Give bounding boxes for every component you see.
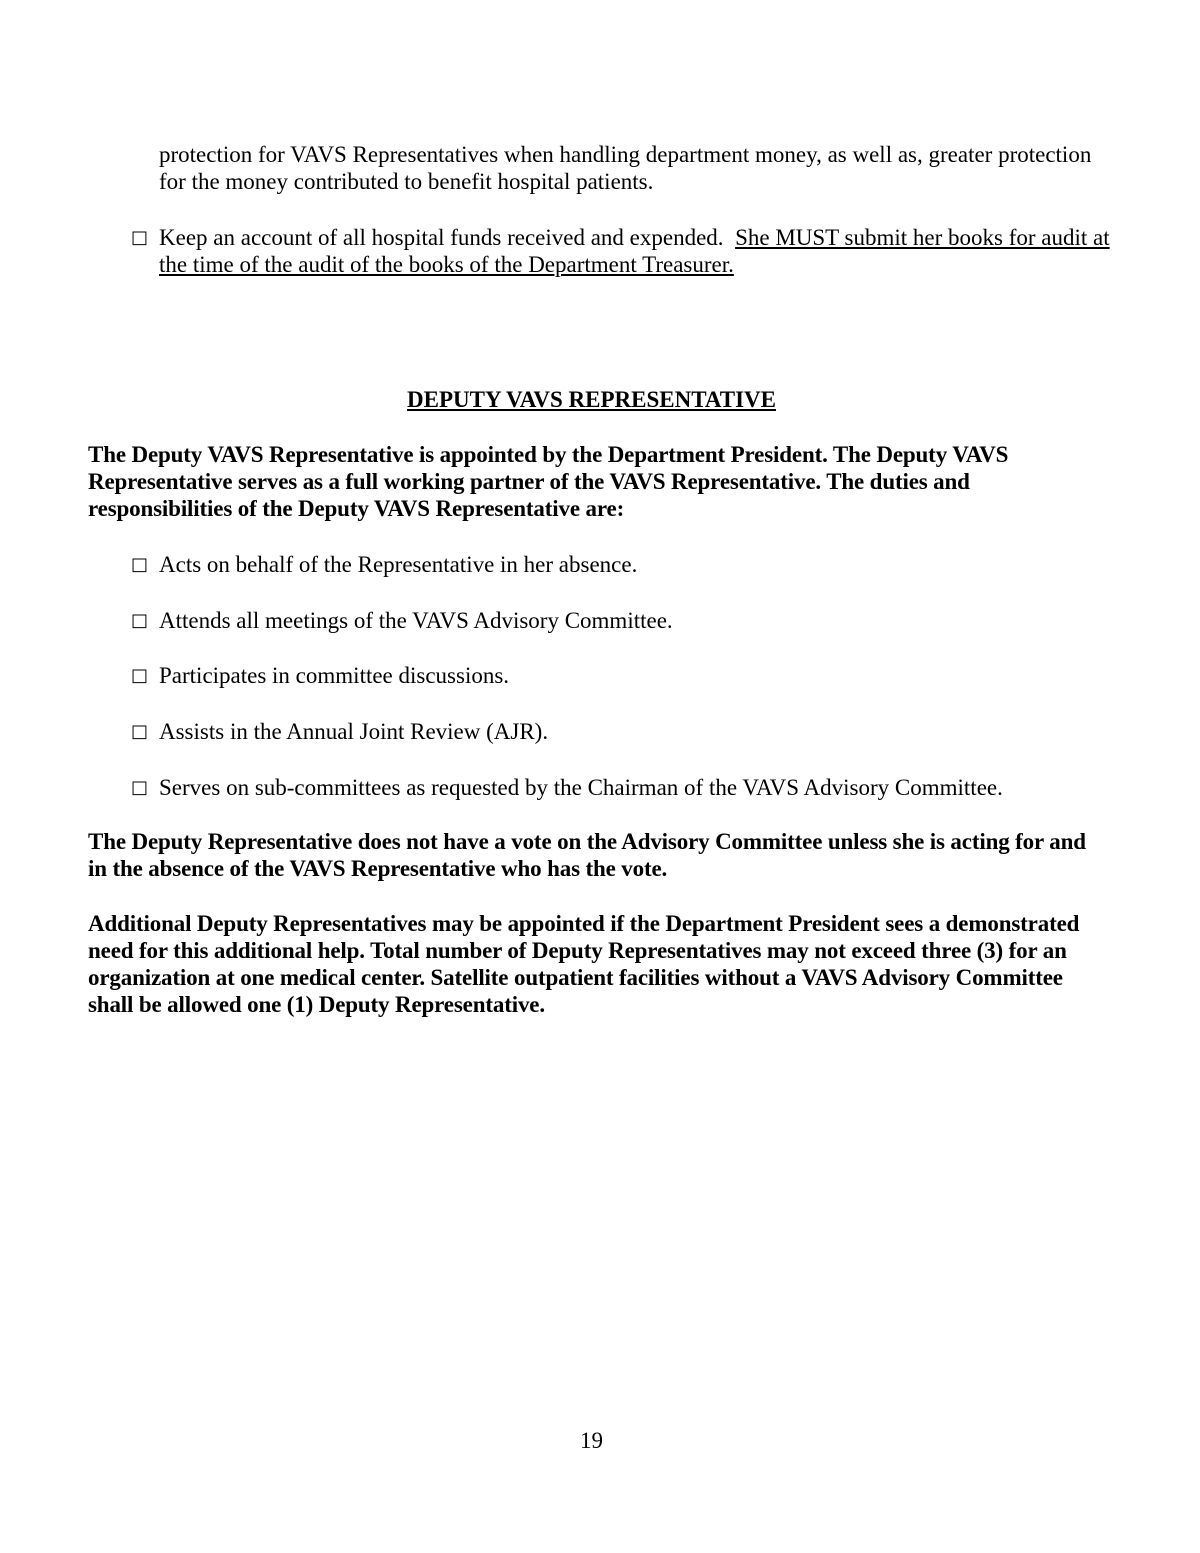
duty-text: Acts on behalf of the Representative in her absence. <box>159 552 638 577</box>
duty-item <box>131 774 1119 801</box>
duty-item <box>131 551 1119 578</box>
intro-paragraph: The Deputy VAVS Representative is appointed by the Department President. The Deputy VAVS Representative serves as a full working partner of the VAVS Representative. The duties and responsibilities of the Deputy VAVS Representative are: <box>88 442 1009 521</box>
checkbox-bullet-icon: □ <box>131 665 149 686</box>
duty-item <box>131 662 1119 689</box>
duty-item <box>131 607 1119 634</box>
checkbox-bullet-icon: □ <box>131 610 149 631</box>
vote-note-paragraph: The Deputy Representative does not have a vote on the Advisory Committee unless she is acting for and in the absence of the VAVS Representative who has the vote. <box>88 829 1086 881</box>
bullet-keep-account-underlined: She MUST submit her books for audit at the time of the audit of the books of the Department Treasurer. <box>159 225 1110 277</box>
bullet-keep-account-text: Keep an account of all hospital funds received and expended. <box>159 225 736 250</box>
continued-paragraph: protection for VAVS Representatives when handling department money, as well as, greater protection for the money contributed to benefit hospital patients. <box>159 142 1092 194</box>
additional-deputies-paragraph: Additional Deputy Representatives may be appointed if the Department President sees a demonstrated need for this additional help. Total number of Deputy Representatives may not exceed three (3) for an organization at one medical center. Satellite outpatient facilities without a VAVS Advisory Committee shall be allowed one (1) Deputy Representative. <box>88 911 1080 1017</box>
duty-text: Attends all meetings of the VAVS Advisory Committee. <box>159 608 673 633</box>
checkbox-bullet-icon: □ <box>131 777 149 798</box>
bullet-keep-account <box>131 224 1119 278</box>
section-heading: DEPUTY VAVS REPRESENTATIVE <box>407 387 776 412</box>
duty-item <box>131 718 1119 745</box>
checkbox-bullet-icon: □ <box>131 227 149 248</box>
duty-text: Assists in the Annual Joint Review (AJR). <box>159 719 549 744</box>
duty-text: Serves on sub-committees as requested by the Chairman of the VAVS Advisory Committee. <box>159 775 1003 800</box>
duty-text: Participates in committee discussions. <box>159 663 510 688</box>
page-number: 19 <box>580 1428 603 1453</box>
checkbox-bullet-icon: □ <box>131 554 149 575</box>
checkbox-bullet-icon: □ <box>131 721 149 742</box>
